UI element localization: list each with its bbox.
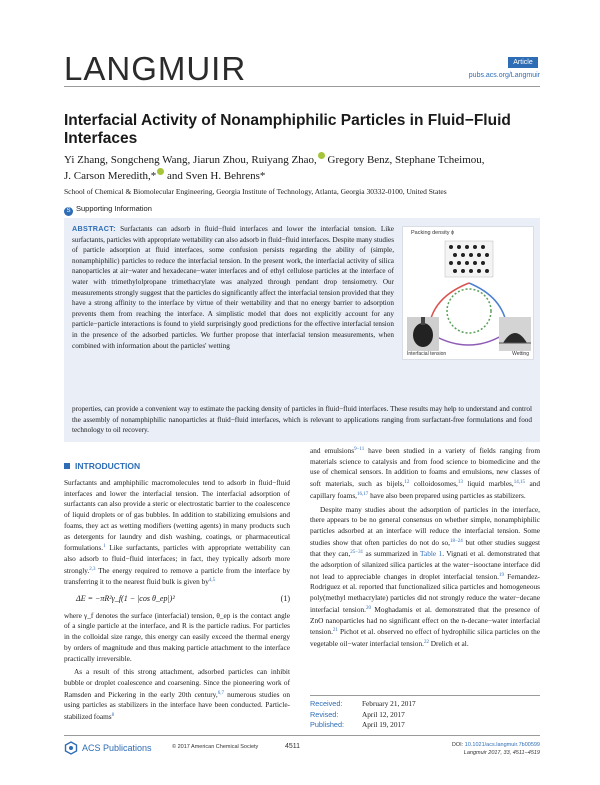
table-1-link[interactable]: Table 1 xyxy=(420,549,443,559)
authors-line-2b: and Sven H. Behrens* xyxy=(164,170,266,182)
acs-publications-logo[interactable] xyxy=(64,741,152,755)
right-paragraph-2: Despite many studies about the adsorption of particles in the interface, there appears to be no general consensus on whether simple, nonamphiphilic particles adsorbed at an interface will reduce the interfacial tension. Some studies show that often particles do not do so,$^{18-24}$ but other studies suggest that they can,$^{25-31}$ as summarized in Table 1. Vignati et al. demonstrated that the adsorption of silanized silica particles at the water−isooctane interface did not lead to appreciable changes in droplet interfacial tension.$^{19}$ Fernandez-Rodriguez et al. reported that functionalized silica particles and homogeneous poly(methyl methacrylate) particles did not strongly reduce the water−decane interfacial tension.$^{20}$ Moghadamis et al. demonstrated that the presence of ZnO nanoparticles had no significant effect on the n-decane−water interfacial tension.$^{21}$ Pichot et al. observed no effect of hydrophilic silica particles on the vegetable oil−water interfacial tension.$^{22}$ Drelich et al. xyxy=(310,504,540,648)
section-heading-text: INTRODUCTION xyxy=(75,461,141,471)
journal-title: LANGMUIR xyxy=(64,50,247,87)
acs-hexagon-icon xyxy=(64,741,78,755)
revised-date-row: Revised: April 12, 2017 xyxy=(310,709,405,719)
citation-link[interactable]: 20 xyxy=(365,605,371,611)
citation-link[interactable]: 12 xyxy=(404,480,410,486)
supporting-info-label: Supporting Information xyxy=(76,204,152,213)
citation-link[interactable]: 1 xyxy=(103,544,106,550)
journal-url-link[interactable]: pubs.acs.org/Langmuir xyxy=(468,72,540,79)
intro-paragraph-3: As a result of this strong attachment, adsorbed particles can inhibit bubble or droplet coalescence and coarsening. Since the pioneering work of Ramsden and Pickering in the early 20th century,$^{6,7}$ numerous studies on using particles as stabilizers in the interface have been conducted. Particle-stabilized foams$^8$ xyxy=(64,667,290,722)
toc-label-left: Interfacial tension xyxy=(407,351,447,357)
publisher-name: ACS Publications xyxy=(82,743,152,753)
pendant-drop-image xyxy=(407,317,439,351)
copyright-notice: © 2017 American Chemical Society xyxy=(172,744,259,750)
supporting-info-icon: S xyxy=(64,207,73,216)
footer-divider xyxy=(64,735,540,736)
authors-line-2: J. Carson Meredith,* xyxy=(64,170,157,182)
equation-1 xyxy=(64,594,290,605)
toc-caption: Packing density ϕ xyxy=(411,230,455,236)
abstract-text xyxy=(72,224,394,351)
citation-link[interactable]: 21 xyxy=(332,628,338,634)
packing-density-grid xyxy=(445,241,493,277)
contact-angle-image xyxy=(499,317,531,351)
affiliation: School of Chemical & Biomolecular Engineering, Georgia Institute of Technology, Atlanta, Georgia 30332-0100, United States xyxy=(64,187,447,196)
doi-link[interactable]: 10.1021/acs.langmuir.7b00599 xyxy=(464,742,540,748)
citation-link[interactable]: 13 xyxy=(457,480,463,486)
published-date-row: Published: April 19, 2017 xyxy=(310,720,405,729)
citation-link[interactable]: 19 xyxy=(498,572,504,578)
abstract-body: Surfactants can adsorb in fluid−fluid interfaces and lower the interfacial tension. Like surfactants, particles with appropriate wettability can also adsorb in fluid−fluid interfaces. Despite many studies of particle adsorption at fluid interfaces, some confusion persists regarding the ability of (simple, nonamphiphilic) particles to reduce the interfacial tension. In the present work, the interfacial activity of silica nanoparticles at air−water and hexadecane−water interfaces and of ethyl cellulose particles at the interface of water with trimethylolpropane trimethacrylate was analyzed through pendant drop tensiometry. Our measurements strongly suggest that the particles do significantly affect the interfacial tension provided that they have a strong affinity to the interface by virtue of their wettability and that no energy barrier to adsorption prevents them from reaching the interface. A simplistic model that does not explicitly account for any particle−particle interactions is found to yield surprisingly good predictions for the effective interfacial tension in the presence of the adsorbed particles. We further propose that interfacial tension measurements, when combined with information about the particles' wetting xyxy=(72,225,395,350)
orcid-icon[interactable] xyxy=(318,152,325,159)
left-column xyxy=(64,478,290,726)
header-divider xyxy=(64,86,540,87)
doi-citation: DOI: 10.1021/acs.langmuir.7b00599 Langmuir 2017, 33, 4511−4519 xyxy=(451,742,540,756)
citation-link[interactable]: 2,3 xyxy=(89,566,96,572)
right-column xyxy=(310,445,540,650)
citation-link[interactable]: 14,15 xyxy=(513,480,525,486)
citation-link[interactable]: 4,5 xyxy=(208,578,216,584)
supporting-information-link[interactable] xyxy=(64,204,152,216)
intro-paragraph-2: where γ_f denotes the surface (interfacial) tension, θ_ep is the contact angle of a single particle at the interface, and R is the particle radius. For particles in the colloidal size range, this energy can easily exceed the thermal energy by orders of magnitude and thus making particle attachment to the interface practically irreversible. xyxy=(64,610,290,663)
citation-link[interactable]: 18−24 xyxy=(449,538,463,544)
toc-label-right: Wetting xyxy=(512,351,529,357)
equation-body: ΔE = −πR²γ_f(1 − |cos θ_ep|)² xyxy=(76,594,175,604)
toc-graphic xyxy=(402,226,534,360)
citation-link[interactable]: 25−31 xyxy=(350,550,364,556)
citation-line: Langmuir 2017, 33, 4511−4519 xyxy=(463,750,540,756)
abstract-continued: properties, can provide a convenient way to estimate the packing density of particles in fluid−fluid interfaces. These results may help to understand and control the assembly of nonamphiphilic nanoparticles at fluid−fluid interfaces, which is relevant to applications ranging from surfactant-free formulations and food technology to oil recovery. xyxy=(72,405,532,435)
section-heading-introduction xyxy=(64,461,140,471)
citation-link[interactable]: 22 xyxy=(423,639,429,645)
citation-link[interactable]: 16,17 xyxy=(357,491,369,497)
equation-number: (1) xyxy=(280,594,290,604)
article-title: Interfacial Activity of Nonamphiphilic Particles in Fluid−Fluid Interfaces xyxy=(64,112,511,147)
citation-link[interactable]: 6,7 xyxy=(217,690,224,696)
authors-line-1: Yi Zhang, Songcheng Wang, Jiarun Zhou, Ruiyang Zhao, xyxy=(64,154,317,166)
authors-line-1b: Gregory Benz, Stephane Tcheimou, xyxy=(324,154,485,166)
toc-illustration xyxy=(403,227,535,361)
right-paragraph-1: and emulsions$^{9-11}$ have been studied in a variety of fields ranging from materials science to catalysis and from food science to biomedicine and the use of chemical sensors. In addition to foams and emulsions, new classes of soft materials, such as bijels,$^{12}$ colloidosomes,$^{13}$ liquid marbles,$^{14,15}$ and capillary foams,$^{16,17}$ have also been prepared using particles as stabilizers. xyxy=(310,446,540,500)
publication-dates xyxy=(310,695,540,731)
author-list xyxy=(64,152,540,184)
intro-paragraph-1: Surfactants and amphiphilic macromolecules tend to adsorb in fluid−fluid interfaces and lower the interfacial tension. The interfacial adsorption of surfactants can also provide a steric or electrostatic barrier to the coalescence of liquid droplets or of gas bubbles. In addition to stabilizing emulsions and foams, they act as wetting modifiers (wetting agents) in many products such as detergents for laundry and dish washing, coatings, or pharmaceutical formulations.$^1$ Like surfactants, particles with appropriate wettability can also adsorb to fluid−fluid interfaces; in fact, they typically adsorb more strongly.$^{2,3}$ The energy required to remove a particle from the interface by transferring it to the nearest fluid bulk is given by$^{4,5}$ xyxy=(64,478,290,587)
section-marker-icon xyxy=(64,463,70,469)
page-number: 4511 xyxy=(285,743,301,750)
received-date-row: Received: February 21, 2017 xyxy=(310,699,416,708)
abstract-label: ABSTRACT: xyxy=(72,224,116,233)
article-type-badge: Article xyxy=(508,57,538,68)
relation-triangle xyxy=(429,283,507,345)
citation-link[interactable]: 9−11 xyxy=(354,447,365,452)
citation-link[interactable]: 8 xyxy=(111,713,115,719)
